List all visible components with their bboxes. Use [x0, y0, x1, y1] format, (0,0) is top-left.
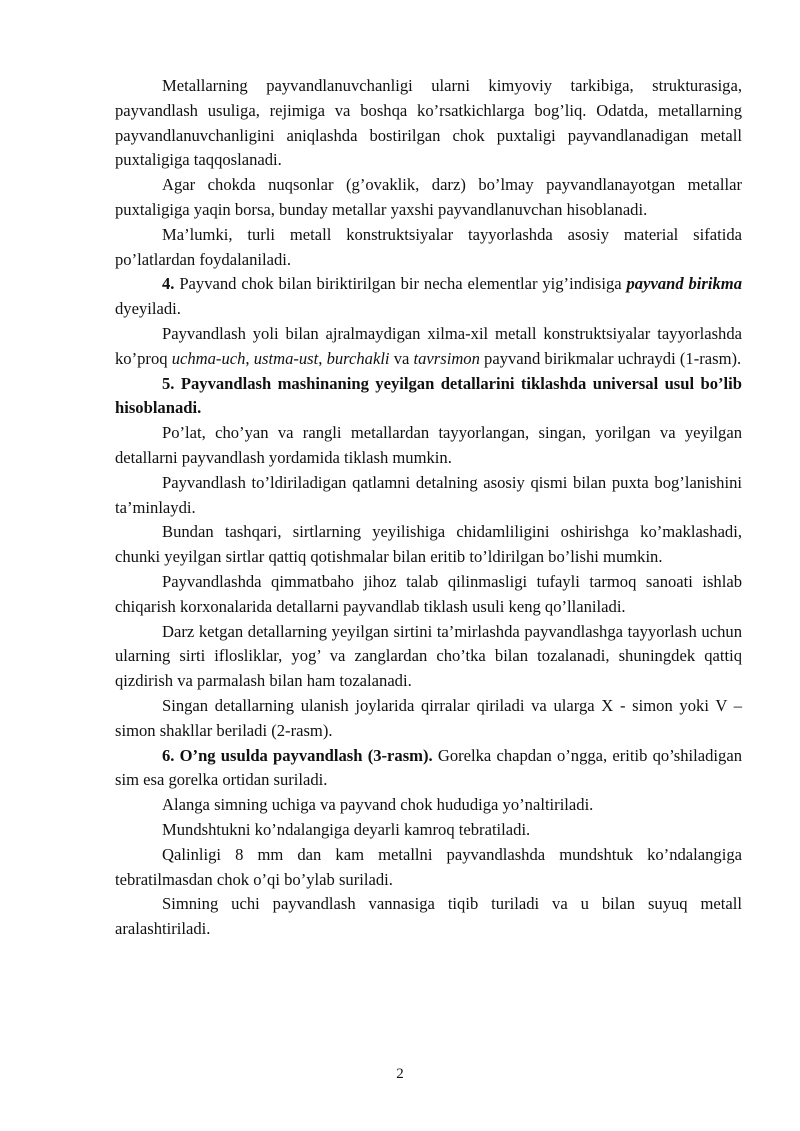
paragraph	[115, 272, 742, 322]
text-run: payvand birikmalar uchraydi (1-rasm).	[479, 348, 742, 368]
text-run: tavrsimon	[413, 348, 480, 368]
text-run: Qalinligi 8 mm dan kam metallni payvandlashda mundshtuk ko’ndalangiga tebratilmasdan chok o’qi bo’ylab suriladi.	[115, 844, 742, 889]
text-run: Mundshtukni ko’ndalangiga deyarli kamroq tebratiladi.	[162, 819, 531, 839]
text-run: dyeyiladi.	[115, 299, 181, 319]
text-run: Simning uchi payvandlash vannasiga tiqib turiladi va u bilan suyuq metall aralashtiriladi.	[115, 894, 742, 939]
text-run: burchakli	[326, 348, 390, 368]
paragraph	[115, 620, 742, 694]
text-run: Ma’lumki, turli metall konstruktsiyalar tayyorlashda asosiy material sifatida po’latlardan foydalaniladi.	[115, 224, 742, 269]
paragraph	[115, 372, 742, 422]
paragraph	[115, 471, 742, 521]
paragraph	[115, 173, 742, 223]
text-run: Singan detallarning ulanish joylarida qirralar qiriladi va ularga X - simon yoki V – simon shakllar beriladi (2-rasm).	[115, 695, 742, 740]
paragraph	[115, 843, 742, 893]
text-run: ,	[245, 348, 254, 368]
paragraph	[115, 223, 742, 273]
text-run: Payvandlash to’ldiriladigan qatlamni detalning asosiy qismi bilan puxta bog’lanishini ta’minlaydi.	[115, 472, 742, 517]
paragraph	[115, 520, 742, 570]
text-run: Payvandlashda qimmatbaho jihoz talab qilinmasligi tufayli tarmoq sanoati ishlab chiqarish korxonalarida detallarni payvandlab tiklash usuli keng qo’llaniladi.	[115, 571, 742, 616]
text-run: Metallarning payvandlanuvchanligi ularni kimyoviy tarkibiga, strukturasiga, payvandlash usuliga, rejimiga va boshqa ko’rsatkichlarga bog’liq. Odatda, metallarning payvandlanuvchanligini aniqlashda bostirilgan chok puxtaligi payvandlanadigan metall puxtaligiga taqqoslanadi.	[115, 76, 742, 170]
text-run: 4.	[162, 274, 175, 294]
paragraph	[115, 421, 742, 471]
text-run: Gorelka chapdan o’ngga, eritib qo’shiladigan sim esa gorelka ortidan suriladi.	[115, 745, 742, 790]
paragraph	[115, 694, 742, 744]
text-run: Agar chokda nuqsonlar (g’ovaklik, darz) bo’lmay payvandlanayotgan metallar puxtaligiga yaqin borsa, bunday metallar yaxshi payvandlanuvchan hisoblanadi.	[115, 175, 742, 219]
text-run: ,	[318, 348, 327, 368]
text-run: Payvandlash yoli bilan ajralmaydigan xilma-xil metall konstruktsiyalar tayyorlashda ko’proq	[115, 323, 742, 368]
text-run: 6. O’ng usulda payvandlash (3-rasm).	[162, 745, 433, 765]
paragraph-list	[115, 74, 742, 942]
paragraph	[115, 818, 742, 843]
text-run: 5. Payvandlash mashinaning yeyilgan detallarini tiklashda universal usul bo’lib hisoblanadi.	[115, 373, 742, 418]
text-run: payvand birikma	[626, 274, 742, 294]
paragraph	[115, 74, 742, 173]
text-run: Po’lat, cho’yan va rangli metallardan tayyorlangan, singan, yorilgan va yeyilgan detallarni payvandlash yordamida tiklash mumkin.	[115, 423, 742, 467]
text-run: Alanga simning uchiga va payvand chok hududiga yo’naltiriladi.	[162, 795, 594, 815]
paragraph	[115, 793, 742, 818]
text-run: va	[389, 348, 414, 368]
paragraph	[115, 570, 742, 620]
paragraph	[115, 892, 742, 942]
text-run: Bundan tashqari, sirtlarning yeyilishiga chidamliligini oshirishga ko’maklashadi, chunki yeyilgan sirtlar qattiq qotishmalar bilan eritib to’ldirilgan bo’lishi mumkin.	[115, 522, 742, 567]
text-run: ustma-ust	[253, 348, 319, 368]
document-body	[115, 74, 742, 942]
text-run: Darz ketgan detallarning yeyilgan sirtini ta’mirlashda payvandlashga tayyorlash uchun ularning sirti iflosliklar, yog’ va zanglardan cho’tka bilan tozalanadi, shuningdek qattiq qizdirish va parmalash bilan ham tozalanadi.	[115, 621, 742, 691]
paragraph	[115, 322, 742, 372]
paragraph	[115, 744, 742, 794]
text-run: uchma-uch	[171, 348, 246, 368]
page-number: 2	[396, 1066, 404, 1082]
text-run: Payvand chok bilan biriktirilgan bir necha elementlar yig’indisiga	[174, 274, 627, 294]
